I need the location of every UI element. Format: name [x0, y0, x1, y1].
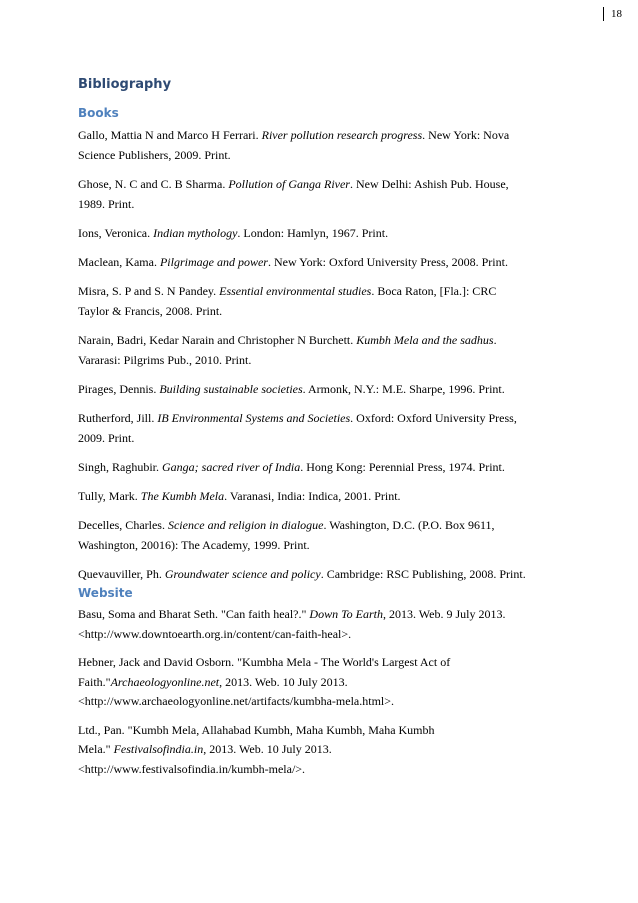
entry-line [78, 174, 578, 194]
entry-text: . Armonk, N.Y.: M.E. Sharpe, 1996. Print. [302, 382, 505, 396]
entry-text: Science Publishers, 2009. Print. [78, 148, 231, 162]
entry-title: River pollution research progress [261, 128, 423, 142]
bibliography-entry [78, 252, 578, 272]
bibliography-entry [78, 281, 578, 321]
entry-line [78, 515, 578, 535]
entry-line [78, 721, 578, 741]
entry-text: , 2013. Web. 9 July 2013. [383, 607, 506, 621]
entry-text: . New Delhi: Ashish Pub. House, [349, 177, 509, 191]
bibliography-entry [78, 653, 578, 712]
entry-text: . New York: Oxford University Press, 2008. Print. [267, 255, 508, 269]
entry-text: Narain, Badri, Kedar Narain and Christopher N Burchett. [78, 333, 357, 347]
entry-text: Taylor & Francis, 2008. Print. [78, 304, 223, 318]
entry-line [78, 408, 578, 428]
entry-line [78, 350, 578, 370]
entry-title: Building sustainable societies [159, 382, 303, 396]
bibliography-entry [78, 605, 578, 644]
entry-title: Kumbh Mela and the sadhus [356, 333, 494, 347]
entry-line [78, 486, 578, 506]
entry-text: . [493, 333, 497, 347]
entry-title: Ganga; sacred river of India [162, 460, 301, 474]
bibliography-entry [78, 486, 578, 506]
entry-line [78, 330, 578, 350]
entry-line [78, 252, 578, 272]
entry-text: Decelles, Charles. [78, 518, 168, 532]
bibliography-entry [78, 564, 578, 584]
entry-text: Faith." [78, 674, 111, 689]
entry-line [78, 653, 578, 673]
entry-text: Maclean, Kama. [78, 255, 160, 269]
entry-title: Science and religion in dialogue [167, 518, 324, 532]
entry-text: . Hong Kong: Perennial Press, 1974. Print. [300, 460, 505, 474]
bibliography-entry [78, 721, 578, 780]
entry-title: Pollution of Ganga River [228, 177, 350, 191]
entry-text: . Washington, D.C. (P.O. Box 9611, [323, 518, 495, 532]
entry-title: Festivalsofindia.in [113, 742, 204, 756]
entry-line [78, 673, 578, 693]
bibliography-content [78, 77, 578, 788]
entry-line [78, 625, 578, 645]
entry-line [78, 760, 578, 780]
entry-title: The Kumbh Mela [140, 489, 225, 503]
entry-text: <http://www.festivalsofindia.in/kumbh-mela/>. [78, 761, 306, 776]
entry-text: Hebner, Jack and David Osborn. "Kumbha Mela - The World's Largest Act of [78, 655, 451, 669]
entry-text: Misra, S. P and S. N Pandey. [78, 284, 220, 298]
page-number: 18 [603, 7, 622, 21]
bibliography-entry [78, 125, 578, 165]
entry-line [78, 564, 578, 584]
entry-title: Essential environmental studies [219, 284, 372, 298]
entry-line [78, 457, 578, 477]
entry-text: . Cambridge: RSC Publishing, 2008. Print. [320, 567, 526, 581]
entry-text: Quevauviller, Ph. [78, 567, 165, 581]
entry-line [78, 145, 578, 165]
entry-line [78, 428, 578, 448]
entry-text: . Oxford: Oxford University Press, [350, 411, 517, 425]
entry-line [78, 740, 578, 760]
entry-text: Washington, 20016): The Academy, 1999. Print. [78, 538, 310, 552]
entry-text: . New York: Nova [422, 128, 510, 142]
entry-text: Ions, Veronica. [78, 226, 154, 240]
entry-line [78, 223, 578, 243]
bibliography-entry [78, 330, 578, 370]
entry-text: Mela." [78, 742, 114, 756]
entry-line [78, 194, 578, 214]
entry-title: Archaeologyonline.net [110, 674, 220, 689]
entry-text: , 2013. Web. 10 July 2013. [203, 742, 332, 756]
entry-line [78, 281, 578, 301]
entry-title: Pilgrimage and power [159, 255, 268, 269]
entry-text: Ltd., Pan. "Kumbh Mela, Allahabad Kumbh, Maha Kumbh, Maha Kumbh [78, 722, 435, 737]
entry-text: Singh, Raghubir. [78, 460, 163, 474]
entry-text: . Varanasi, India: Indica, 2001. Print. [224, 489, 401, 503]
books-list [78, 125, 578, 584]
bibliography-entry [78, 379, 578, 399]
entry-text: , 2013. Web. 10 July 2013. [219, 674, 348, 689]
entry-title: IB Environmental Systems and Societies [157, 411, 351, 425]
website-list [78, 605, 578, 779]
bibliography-entry [78, 223, 578, 243]
entry-line [78, 535, 578, 555]
entry-text: Ghose, N. C and C. B Sharma. [78, 177, 229, 191]
entry-line [78, 301, 578, 321]
entry-line [78, 692, 578, 712]
entry-title: Down To Earth [309, 607, 383, 621]
website-heading: Website [78, 586, 133, 600]
bibliography-entry [78, 515, 578, 555]
entry-text: Gallo, Mattia N and Marco H Ferrari. [78, 128, 262, 142]
bibliography-entry [78, 408, 578, 448]
entry-line [78, 125, 578, 145]
entry-text: 2009. Print. [78, 431, 135, 445]
entry-text: Rutherford, Jill. [78, 411, 158, 425]
entry-text: <http://www.downtoearth.org.in/content/can-faith-heal>. [78, 626, 352, 641]
entry-text: Pirages, Dennis. [78, 382, 160, 396]
entry-text: Tully, Mark. [78, 489, 141, 503]
entry-text: 1989. Print. [78, 197, 135, 211]
bibliography-entry [78, 174, 578, 214]
entry-text: <http://www.archaeologyonline.net/artifacts/kumbha-mela.html>. [78, 694, 395, 708]
entry-title: Indian mythology [153, 226, 238, 240]
entry-text: Vararasi: Pilgrims Pub., 2010. Print. [78, 353, 252, 367]
entry-line [78, 605, 578, 625]
books-heading: Books [78, 106, 119, 120]
entry-title: Groundwater science and policy [164, 567, 321, 581]
entry-text: . London: Hamlyn, 1967. Print. [237, 226, 389, 240]
bibliography-entry [78, 457, 578, 477]
page-title: Bibliography [78, 77, 172, 92]
entry-text: . Boca Raton, [Fla.]: CRC [371, 284, 497, 298]
entry-text: Basu, Soma and Bharat Seth. "Can faith heal?." [78, 607, 310, 621]
entry-line [78, 379, 578, 399]
